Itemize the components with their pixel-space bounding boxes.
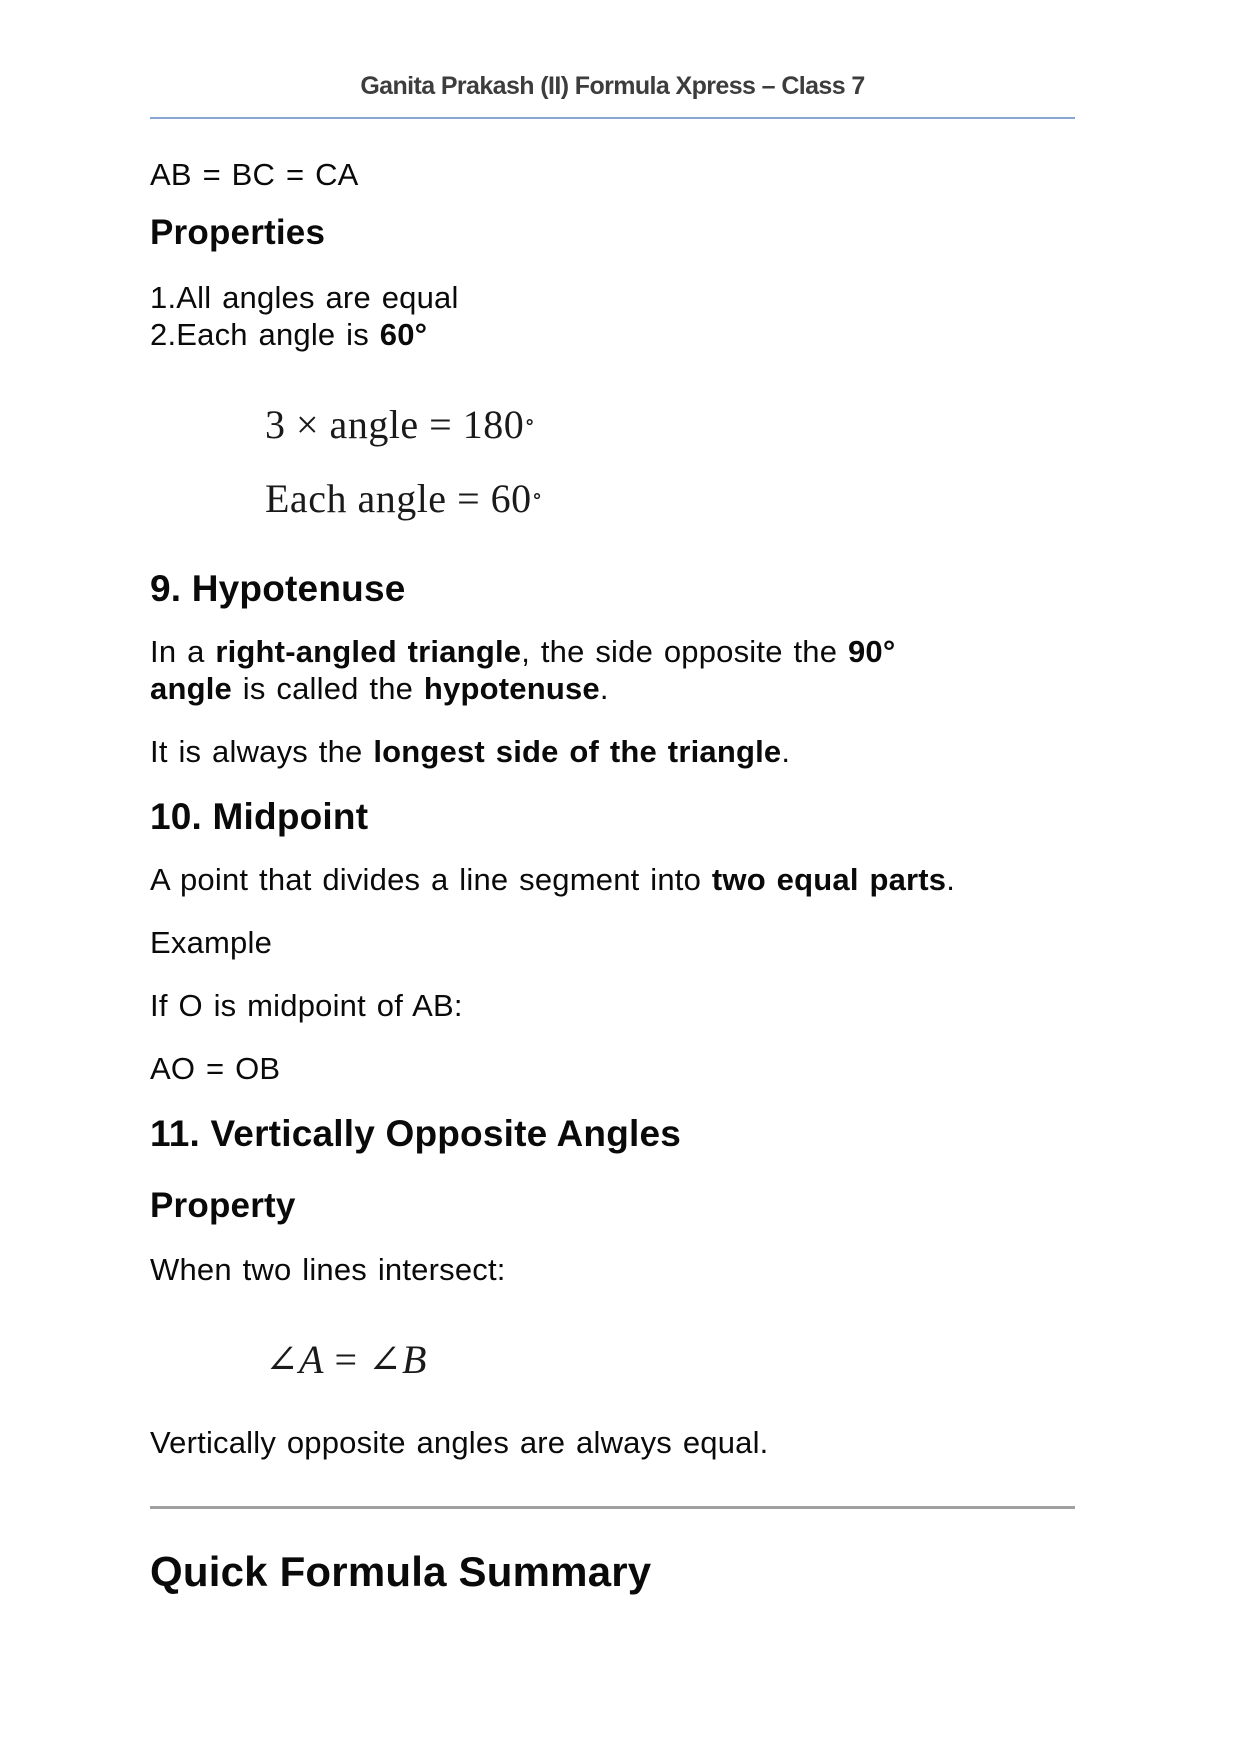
properties-list-item-1: 1.All angles are equal [150,280,459,315]
equation-ab-bc-ca: AB = BC = CA [150,157,359,192]
properties-list [150,279,1075,353]
equation-ao-ob: AO = OB [150,1051,281,1086]
header-rule [150,117,1075,119]
properties-list-item-2: 2.Each angle is 60° [150,317,428,352]
heading-properties: Properties [150,213,326,252]
equation-each-angle: Each angle = 60∘ [265,476,543,521]
heading-quick-formula-summary: Quick Formula Summary [150,1548,652,1595]
heading-property: Property [150,1186,296,1225]
equation-angle-a-equals-angle-b: ∠A = ∠B [265,1337,427,1382]
page-header-title: Ganita Prakash (II) Formula Xpress – Class 7 [360,72,865,100]
label-example: Example [150,925,273,960]
heading-11-vertically-opposite-angles: 11. Vertically Opposite Angles [150,1113,682,1154]
paragraph-if-o-midpoint: If O is midpoint of AB: [150,988,463,1023]
paragraph-longest-side: It is always the longest side of the triangle. [150,734,791,769]
hypotenuse-definition-line-1: In a right-angled triangle, the side opposite the 90° [150,634,896,669]
section-divider [150,1506,1075,1509]
document-content [150,156,1075,1595]
paragraph-vertically-opposite-equal: Vertically opposite angles are always equal. [150,1425,769,1460]
heading-10-midpoint: 10. Midpoint [150,796,369,837]
paragraph-midpoint-definition: A point that divides a line segment into two equal parts. [150,862,956,897]
hypotenuse-definition-line-2: angle is called the hypotenuse. [150,671,609,706]
page-header [150,0,1075,119]
equation-three-times-angle: 3 × angle = 180∘ [265,402,536,447]
paragraph-when-two-lines-intersect: When two lines intersect: [150,1252,506,1287]
paragraph-hypotenuse-definition [150,633,1075,707]
heading-9-hypotenuse: 9. Hypotenuse [150,568,406,609]
